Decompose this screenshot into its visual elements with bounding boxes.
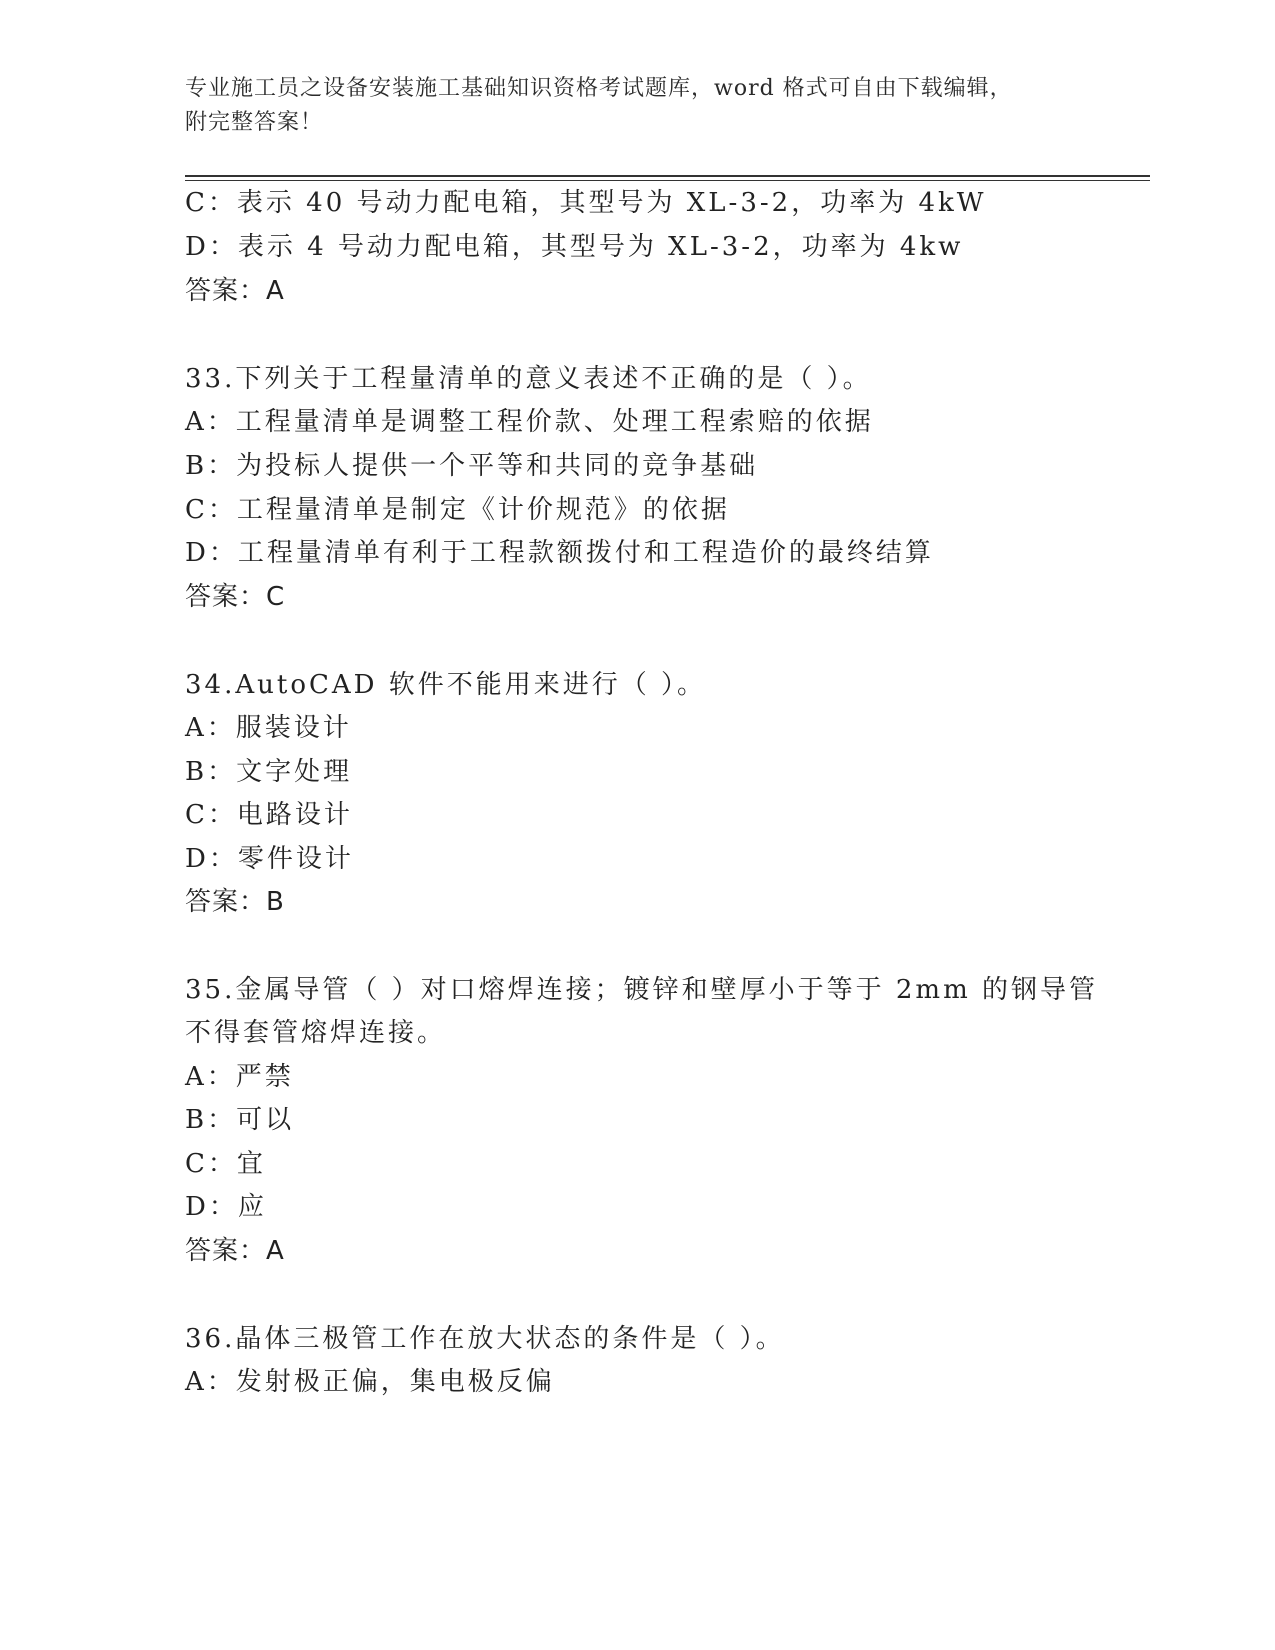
q33-question: 33.下列关于工程量清单的意义表述不正确的是（ ）。 <box>185 364 872 394</box>
q34-option-b: B：文字处理 <box>185 757 353 787</box>
q36-question: 36.晶体三极管工作在放大状态的条件是（ ）。 <box>185 1324 785 1354</box>
q32-option-d: D：表示 4 号动力配电箱，其型号为 XL-3-2，功率为 4kw <box>185 232 964 262</box>
header-divider <box>185 175 1150 181</box>
document-header <box>185 72 1085 140</box>
q35-answer: 答案：A <box>185 1236 285 1266</box>
q34-option-c: C：电路设计 <box>185 800 353 830</box>
q33-option-a: A：工程量清单是调整工程价款、处理工程索赔的依据 <box>185 407 874 437</box>
q34-option-d: D：零件设计 <box>185 844 354 874</box>
q33-answer: 答案：C <box>185 582 286 612</box>
q35-question-line-1: 35.金属导管（ ）对口熔焊连接；镀锌和壁厚小于等于 2mm 的钢导管 <box>185 975 1098 1005</box>
q35-option-d: D：应 <box>185 1192 267 1222</box>
q32-answer: 答案：A <box>185 276 285 306</box>
q35-question-line-2: 不得套管熔焊连接。 <box>185 1018 447 1048</box>
q33-option-b: B：为投标人提供一个平等和共同的竞争基础 <box>185 451 759 481</box>
q36-option-a: A：发射极正偏，集电极反偏 <box>185 1367 555 1397</box>
q35-option-a: A：严禁 <box>185 1062 294 1092</box>
q32-option-c: C：表示 40 号动力配电箱，其型号为 XL-3-2，功率为 4kW <box>185 188 987 218</box>
q34-question: 34.AutoCAD 软件不能用来进行（ ）。 <box>185 670 707 700</box>
q34-answer: 答案：B <box>185 887 285 917</box>
q33-option-d: D：工程量清单有利于工程款额拨付和工程造价的最终结算 <box>185 538 934 568</box>
q33-option-c: C：工程量清单是制定《计价规范》的依据 <box>185 495 730 525</box>
header-line-2: 附完整答案！ <box>185 110 324 135</box>
header-line-1: 专业施工员之设备安装施工基础知识资格考试题库，word 格式可自由下载编辑， <box>185 76 1013 101</box>
q35-option-b: B：可以 <box>185 1105 295 1135</box>
q35-option-c: C：宜 <box>185 1149 266 1179</box>
q34-option-a: A：服装设计 <box>185 713 352 743</box>
